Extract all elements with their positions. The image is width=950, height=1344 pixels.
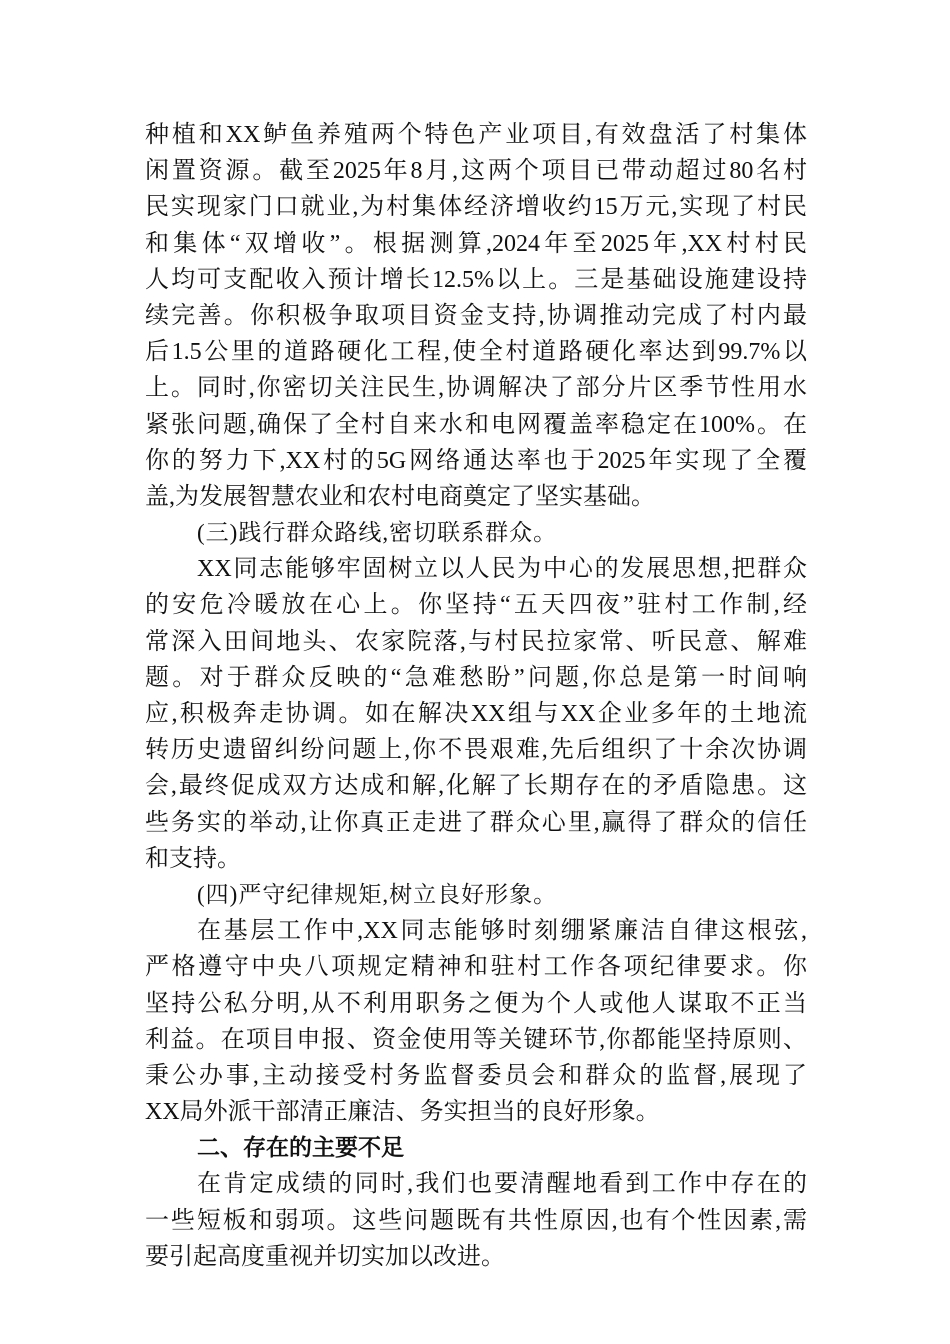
paragraph-line: 盖,为发展智慧农业和农村电商奠定了坚实基础。 (145, 483, 655, 510)
paragraph-line: 转历史遗留纠纷问题上,你不畏艰难,先后组织了十余次协调 (145, 737, 807, 764)
document-page (145, 117, 807, 1275)
paragraph-line: 常深入田间地头、农家院落,与村民拉家常、听民意、解难 (145, 628, 807, 655)
paragraph-line: 和集体“双增收”。根据测算,2024年至2025年,XX村村民 (145, 230, 807, 257)
paragraph-line: 紧张问题,确保了全村自来水和电网覆盖率稳定在100%。在 (145, 411, 807, 438)
paragraph-line: 些务实的举动,让你真正走进了群众心里,赢得了群众的信任 (145, 809, 807, 836)
paragraph-line: 在基层工作中,XX同志能够时刻绷紧廉洁自律这根弦, (197, 918, 807, 945)
paragraph-line: 一些短板和弱项。这些问题既有共性原因,也有个性因素,需 (145, 1207, 807, 1234)
paragraph-line: XX同志能够牢固树立以人民为中心的发展思想,把群众 (197, 556, 807, 583)
paragraph-line: 种植和XX鲈鱼养殖两个特色产业项目,有效盘活了村集体 (145, 122, 807, 148)
paragraph-line: 坚持公私分明,从不利用职务之便为个人或他人谋取不正当 (145, 990, 807, 1017)
paragraph-line: 严格遵守中央八项规定精神和驻村工作各项纪律要求。你 (145, 954, 807, 981)
paragraph-line: 利益。在项目申报、资金使用等关键环节,你都能坚持原则、 (145, 1026, 807, 1053)
paragraph-line: 人均可支配收入预计增长12.5%以上。三是基础设施建设持 (145, 266, 807, 293)
paragraph-line: XX局外派干部清正廉洁、务实担当的良好形象。 (145, 1099, 660, 1126)
paragraph-line: 要引起高度重视并切实加以改进。 (145, 1243, 505, 1270)
paragraph-line: 闲置资源。截至2025年8月,这两个项目已带动超过80名村 (145, 158, 807, 185)
paragraph-line: 秉公办事,主动接受村务监督委员会和群众的监督,展现了 (145, 1062, 807, 1089)
paragraph-line: 后1.5公里的道路硬化工程,使全村道路硬化率达到99.7%以 (145, 339, 807, 366)
paragraph-line: 和支持。 (145, 845, 241, 872)
subsection-heading: (四)严守纪律规矩,树立良好形象。 (197, 881, 558, 907)
section-heading: 二、存在的主要不足 (197, 1135, 404, 1162)
paragraph-line: 应,积极奔走协调。如在解决XX组与XX企业多年的土地流 (145, 701, 807, 727)
paragraph-line: 续完善。你积极争取项目资金支持,协调推动完成了村内最 (145, 302, 807, 329)
paragraph-line: 民实现家门口就业,为村集体经济增收约15万元,实现了村民 (145, 194, 807, 221)
paragraph-line: 上。同时,你密切关注民生,协调解决了部分片区季节性用水 (145, 375, 807, 402)
paragraph-line: 会,最终促成双方达成和解,化解了长期存在的矛盾隐患。这 (145, 773, 807, 800)
subsection-heading: (三)践行群众路线,密切联系群众。 (197, 520, 558, 546)
paragraph-line: 的安危冷暖放在心上。你坚持“五天四夜”驻村工作制,经 (145, 592, 807, 619)
paragraph-line: 题。对于群众反映的“急难愁盼”问题,你总是第一时间响 (145, 664, 807, 691)
paragraph-line: 在肯定成绩的同时,我们也要清醒地看到工作中存在的 (197, 1171, 807, 1198)
paragraph-line: 你的努力下,XX村的5G网络通达率也于2025年实现了全覆 (145, 447, 807, 474)
